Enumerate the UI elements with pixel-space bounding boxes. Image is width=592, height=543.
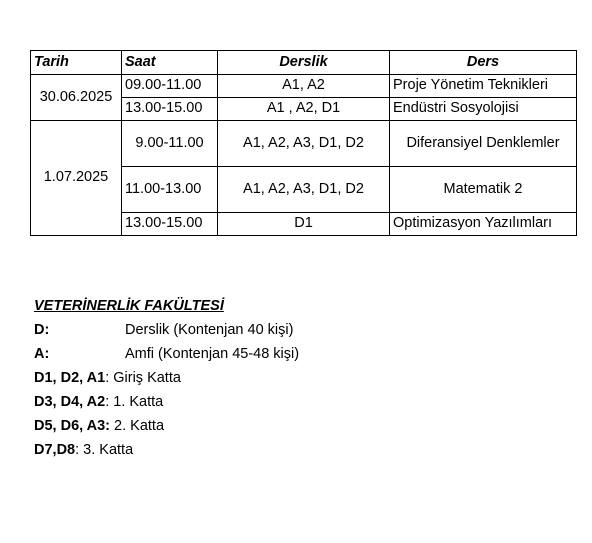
date-cell: 1.07.2025 bbox=[31, 121, 122, 236]
time-cell: 13.00-15.00 bbox=[122, 98, 218, 121]
course-cell: Matematik 2 bbox=[390, 167, 577, 213]
exam-schedule-table bbox=[30, 50, 577, 236]
course-cell: Proje Yönetim Teknikleri bbox=[390, 75, 577, 98]
legend-item bbox=[34, 414, 299, 438]
table-row bbox=[31, 121, 577, 167]
legend-key: A: bbox=[34, 346, 50, 362]
legend-title: VETERİNERLİK FAKÜLTESİ bbox=[34, 298, 224, 314]
header-time: Saat bbox=[122, 51, 218, 75]
time-cell: 13.00-15.00 bbox=[122, 213, 218, 236]
time-cell: 9.00-11.00 bbox=[122, 121, 218, 167]
legend-item bbox=[34, 366, 299, 390]
legend-key: D1, D2, A1 bbox=[34, 370, 106, 386]
legend-key: D: bbox=[34, 322, 50, 338]
course-cell: Optimizasyon Yazılımları bbox=[390, 213, 577, 236]
room-cell: A1, A2, A3, D1, D2 bbox=[218, 121, 390, 167]
legend bbox=[34, 294, 299, 462]
legend-item bbox=[34, 390, 299, 414]
table-header-row bbox=[31, 51, 577, 75]
legend-item bbox=[34, 342, 299, 366]
legend-item bbox=[34, 438, 299, 462]
time-cell: 11.00-13.00 bbox=[122, 167, 218, 213]
legend-item bbox=[34, 318, 299, 342]
header-date: Tarih bbox=[31, 51, 122, 75]
room-cell: A1, A2 bbox=[218, 75, 390, 98]
legend-value: Derslik (Kontenjan 40 kişi) bbox=[125, 322, 294, 338]
legend-key: D3, D4, A2 bbox=[34, 394, 106, 410]
legend-value: 2. Katta bbox=[110, 418, 165, 434]
header-course: Ders bbox=[390, 51, 577, 75]
legend-key: D7,D8 bbox=[34, 442, 76, 458]
header-room: Derslik bbox=[218, 51, 390, 75]
date-cell: 30.06.2025 bbox=[31, 75, 122, 121]
legend-value: : 1. Katta bbox=[105, 394, 164, 410]
course-cell: Endüstri Sosyolojisi bbox=[390, 98, 577, 121]
room-cell: A1, A2, A3, D1, D2 bbox=[218, 167, 390, 213]
legend-value: : Giriş Katta bbox=[105, 370, 181, 386]
room-cell: A1 , A2, D1 bbox=[218, 98, 390, 121]
legend-key: D5, D6, A3: bbox=[34, 418, 111, 434]
legend-value: Amfi (Kontenjan 45-48 kişi) bbox=[125, 346, 300, 362]
room-cell: D1 bbox=[218, 213, 390, 236]
table-row bbox=[31, 75, 577, 98]
time-cell: 09.00-11.00 bbox=[122, 75, 218, 98]
legend-value: : 3. Katta bbox=[75, 442, 134, 458]
course-cell: Diferansiyel Denklemler bbox=[390, 121, 577, 167]
